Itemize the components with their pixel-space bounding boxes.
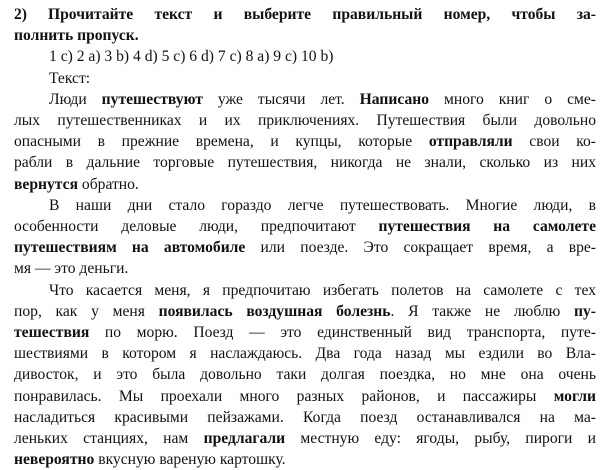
paragraph [14,280,596,470]
text-line [14,131,596,152]
text-segment: В наши дни стало гораздо легче путешествовать. Многие люди, в [49,196,596,214]
task-title-text-1: Прочитайте текст и выберите правильный номер, чтобы за- [48,6,596,23]
bold-word: появилась воздушная болезнь [158,302,391,320]
text-line [14,195,596,216]
bold-word: путешествия на самолете [378,218,596,236]
text-line [14,301,596,322]
task-title-line-1 [14,4,596,25]
text-segment: . Я также не люблю [390,302,574,320]
text-segment: мя — это деньги. [14,260,129,278]
text-segment: опасными в прежние времена, и купцы, которые [14,133,429,151]
text-line [14,428,596,449]
text-segment: уже тысячи лет. [202,90,360,108]
text-segment: дивосток, и это была довольно таки долгая поездка, но мне она очень [14,366,596,384]
bold-word: Написано [359,90,430,108]
text-line [14,216,596,237]
text-segment: особенности деловые люди, предпочитают [14,218,379,236]
bold-word: пу- [574,302,596,320]
text-line [14,343,596,364]
bold-word: путешествуют [101,90,203,108]
text-line [14,110,596,131]
task-title-line-2: полнить пропуск. [14,27,139,45]
paragraph [14,195,596,280]
bold-word: путешествиям на автомобиле [14,239,246,257]
text-segment: или поезде. Это сокращает время, а вре- [245,239,596,257]
text-segment: много книг о сме- [429,90,596,108]
text-segment: свои ко- [512,133,597,151]
answer-key: 1 c) 2 a) 3 b) 4 d) 5 c) 6 d) 7 c) 8 a) 9 c) 10 b) [49,48,334,66]
text-segment: Люди [49,90,102,108]
text-segment: понравилась. Мы проехали много разных районов, и пассажиры [14,387,554,405]
text-segment: леньких станциях, нам [14,430,204,448]
bold-word: отправляли [428,133,513,151]
bold-word: могли [553,387,596,405]
text-segment: по морю. Поезд — это единственный вид транспорта, путе- [89,324,596,342]
bold-word: невероятно [14,451,95,469]
text-line [14,280,596,301]
text-segment: насладиться красивыми пейзажами. Когда поезд останавливался на ма- [14,408,596,426]
text-segment: местную еду: ягоды, рыбу, пироги и [285,430,596,448]
text-line [14,322,596,343]
text-line [14,237,596,258]
bold-word: тешествия [14,324,90,342]
text-line [14,174,596,195]
bold-word: предлагали [203,430,286,448]
text-line [14,152,596,173]
text-line [14,449,596,470]
text-line [14,89,596,110]
text-segment: пор, как у меня [14,302,159,320]
text-line [14,364,596,385]
reading-text [14,89,596,470]
text-label: Текст: [49,69,91,87]
text-segment: обратно. [78,175,139,193]
bold-word: вернутся [14,175,79,193]
text-segment: вкусную вареную картошку. [94,451,286,469]
text-segment: шествиями в котором я наслаждаюсь. Два года назад мы ездили во Вла- [14,345,596,363]
paragraph [14,89,596,195]
text-segment: лых путешественниках и их приключениях. Путешествия были довольно [14,112,596,130]
text-line [14,258,596,279]
text-line [14,386,596,407]
task-number: 2) [14,6,27,23]
exercise-page [14,4,596,470]
text-line [14,407,596,428]
text-segment: рабли в дальние торговые путешествия, никогда не знали, сколько из них [14,154,596,172]
text-segment: Что касается меня, я предпочитаю избегать полетов на самолете с тех [49,281,596,299]
